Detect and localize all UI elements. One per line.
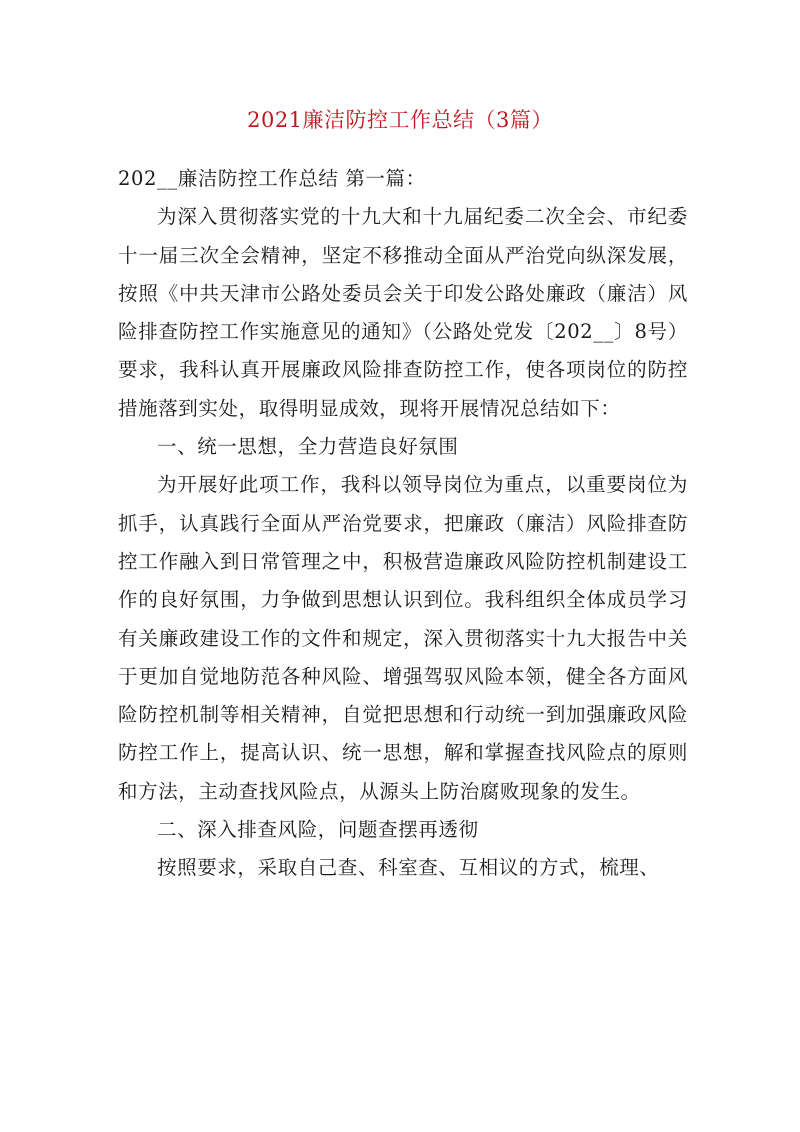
section-heading-2: 二、深入排查风险，问题查摆再透彻: [157, 818, 479, 842]
paragraph-section-2: 按照要求，采取自己查、科室查、互相议的方式，梳理、: [157, 856, 660, 880]
document-body: [118, 160, 688, 888]
section-heading-1: 一、统一思想，全力营造良好氛围: [157, 435, 459, 459]
document-subtitle: 202__廉洁防控工作总结 第一篇：: [118, 167, 426, 190]
document-title: 2021廉洁防控工作总结（3篇）: [247, 108, 553, 132]
paragraph-section-1: 为开展好此项工作，我科以领导岗位为重点，以重要岗位为抓手，认真践行全面从严治党要求，把廉政（廉洁）风险排查防控工作融入到日常管理之中，积极营造廉政风险防控机制建设工作的良好氛围，力争做到思想认识到位。我科组织全体成员学习有关廉政建设工作的文件和规定，深入贯彻落实十九大报告中关于更加自觉地防范各种风险、增强驾驭风险本领，健全各方面风险防控机制等相关精神，自觉把思想和行动统一到加强廉政风险防控工作上，提高认识、统一思想，解和掌握查找风险点的原则和方法，主动查找风险点，从源头上防治腐败现象的发生。: [118, 473, 688, 803]
paragraph-intro: 为深入贯彻落实党的十九大和十九届纪委二次全会、市纪委十一届三次全会精神，坚定不移推动全面从严治党向纵深发展，按照《中共天津市公路处委员会关于印发公路处廉政（廉洁）风险排查防控工作实施意见的通知》（公路处党发〔202__〕8号）要求，我科认真开展廉政风险排查防控工作，使各项岗位的防控措施落到实处，取得明显成效，现将开展情况总结如下：: [118, 205, 688, 420]
